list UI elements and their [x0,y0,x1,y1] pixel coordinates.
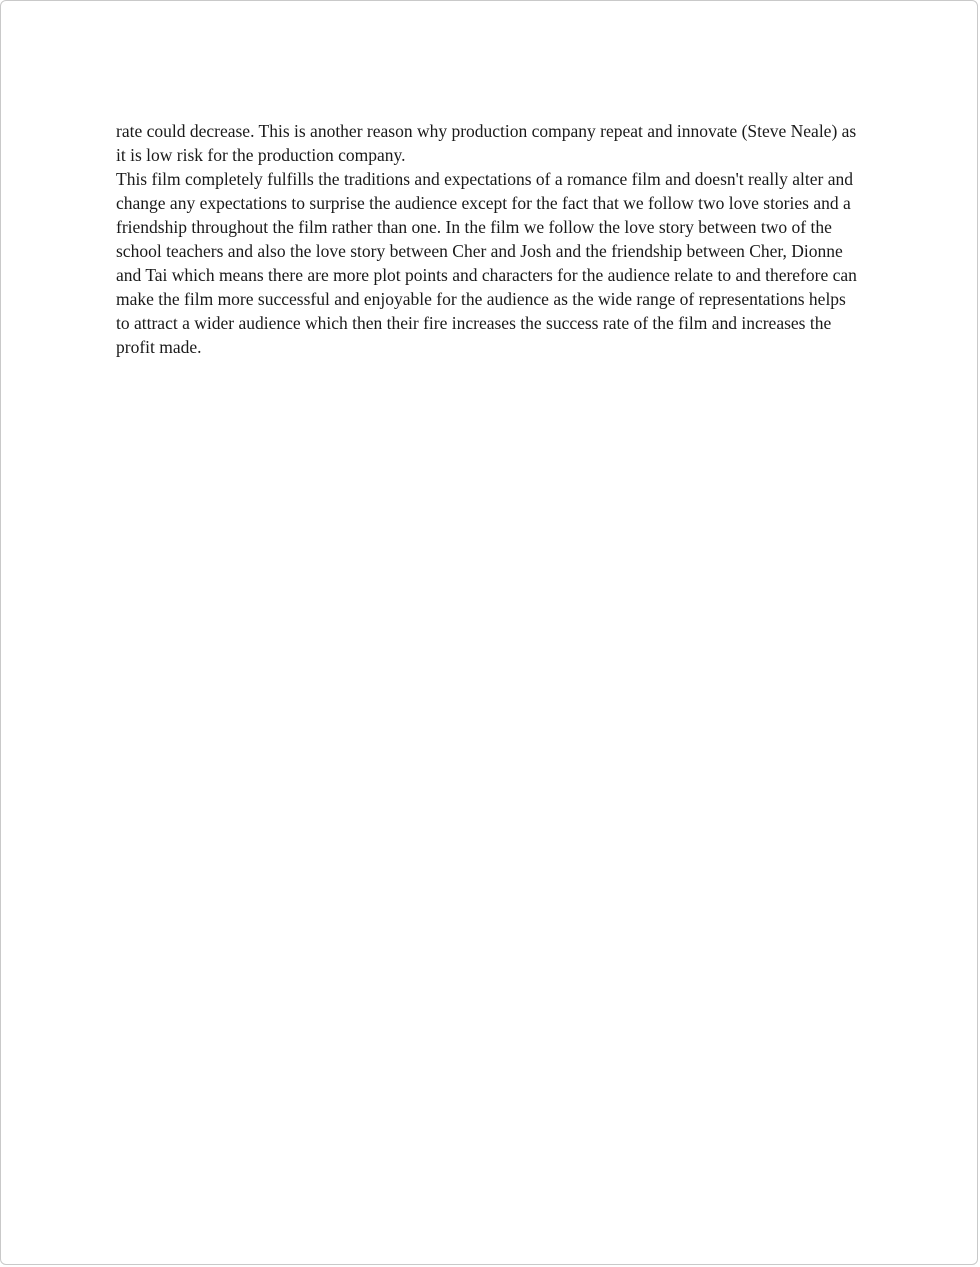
paragraph: This film completely fulfills the traditions and expectations of a romance film and doesn't really alter and change any expectations to surprise the audience except for the fact that we follow two love stories and a friendship throughout the film rather than one. In the film we follow the love story between two of the school teachers and also the love story between Cher and Josh and the friendship between Cher, Dionne and Tai which means there are more plot points and characters for the audience relate to and therefore can make the film more successful and enjoyable for the audience as the wide range of representations helps to attract a wider audience which then their fire increases the success rate of the film and increases the profit made. [116,169,857,357]
paragraph: rate could decrease. This is another reason why production company repeat and innovate (Steve Neale) as it is low risk for the production company. [116,121,857,165]
document-body [116,119,858,359]
